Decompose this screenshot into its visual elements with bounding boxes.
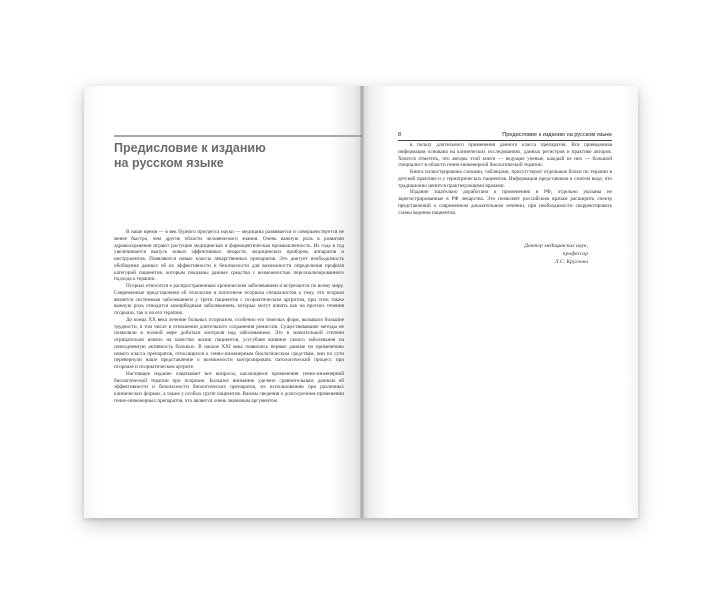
paragraph: Издание тщательно доработано к применению в РФ, отдельно указаны не зарегистрированные в РФ лекарства. Это позволяет российским врачам расширить спектр представлений о современном доказательном лечении, при необходимости скорректировать схемы ведения пациентов. <box>398 189 612 216</box>
right-page <box>362 86 638 518</box>
book-spine <box>360 86 364 518</box>
chapter-title-line2: на русском языке <box>114 156 224 170</box>
signature-name: Л.С. Круглова <box>554 259 588 265</box>
left-page-body <box>114 229 344 405</box>
running-head-title: Предисловие к изданию на русском языке <box>502 132 612 138</box>
chapter-title <box>114 141 344 171</box>
signature-block <box>398 242 588 266</box>
paragraph: Настоящее издание охватывает все вопросы, касающиеся применения генно-инженерной биологической терапии при псориазе. Большое внимание уделено сравнительным данным об эффективности и безопасности биологических препаратов, их использованию при различных клинических формах, а также у особых групп пациентов. Важны сведения о долгосрочном применении генно-инженерных препаратов, что является очень значимым аргументом <box>114 370 344 404</box>
paragraph: Псориаз относится к распространенным хроническим заболеваниям и встречается по всему миру. Современные представления об этиологии и патогенезе псориаза специалистов к тому, что псориаз является системным заболеванием у трети пациентов с псориатическим артритом, при этом также важную роль отводится коморбидным заболеваниям, которые могут влиять как на прогноз течения псориаза, так и на его терапию. <box>114 283 344 316</box>
running-head <box>398 132 612 141</box>
paragraph: В наше время — в век бурного прогресса науки — медицина развивается и совершенствуется не менее быстро, чем другие области человеческого знания. Очень важную роль в развитии здравоохранения играют растущие медицинская и фармацевтическая промышленность. Из года в год увеличивается выпуск новых эффективных лекарств, медицинских приборов, аппаратов и инструментов. Появляются новые классы лекарственных препаратов. Это диктует необходимость обобщения данных об их эффективности и безопасности для возможности определения профиля категорий пациентов, которым показаны данные средства с возможностью персонализированного подхода к терапии. <box>114 229 344 283</box>
paragraph: Книга иллюстрирована схемами, таблицами, присутствуют отдельные блоки по терапии в детской практике и у гериатрических пациентов. Информация представлена в сжатом виде, что традиционно ценится практикующими врачами. <box>398 169 612 189</box>
left-page <box>84 86 362 518</box>
right-page-body <box>398 142 612 216</box>
chapter-rule <box>114 135 362 137</box>
page-number: 8 <box>398 132 402 138</box>
chapter-title-line1: Предисловие к изданию <box>114 141 266 155</box>
signature-title: профессор <box>562 251 588 257</box>
open-book <box>84 86 638 518</box>
paragraph: в пользу длительного применения данного класса препаратов. Вся приведенная информация основана на клинических исследованиях, данных регистров и практике авторов. Хочется отметить, что авторы этой книги — ведущие ученые, каждый из них — большой специалист в области генно-инженерной биологической терапии. <box>398 142 612 169</box>
paragraph: До конца XX века лечение больных псориазом, особенно его тяжелых форм, вызывало большие трудности, в том числе в отношении длительного сохранения ремиссии. Существовавшие методы не позволяли в полной мере добиться контроля над заболеванием. Это в значительной степени отрицательно влияло на качество жизни пациентов, усугубляя влияние самого заболевания на повседневную активность больных. В начале XXI века появились первые данные по применению нового класса препаратов, относящихся к генно-инженерным биологическим средствам, они по сути перевернули наше представление о возможности контролировать патологический процесс при псориазе и псориатическом артрите. <box>114 316 344 370</box>
signature-degree: Доктор медицинских наук, <box>524 243 588 249</box>
